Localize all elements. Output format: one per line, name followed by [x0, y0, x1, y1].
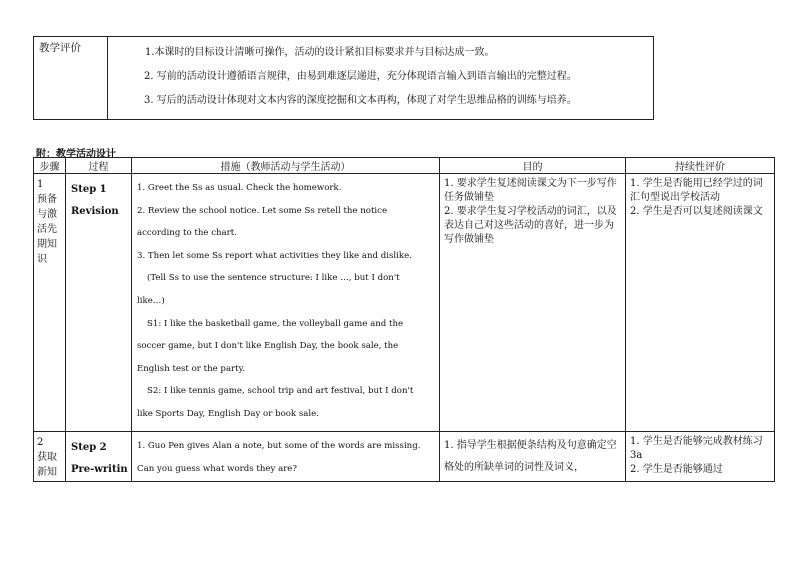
measure-line: like…)	[137, 295, 165, 306]
step-cell	[34, 174, 66, 432]
evaluation-cell	[626, 432, 775, 482]
measure-line: 1. Guo Pen gives Alan a note, but some of the words are missing.	[137, 441, 421, 451]
evaluation-item: 1. 学生是否能用已经学过的词汇句型说出学校活动	[630, 178, 763, 203]
measure-line: Can you guess what words they are?	[137, 463, 297, 474]
evaluation-item-2: 2. 写前的活动设计遵循语言规律，由易到难逐层递进，充分体现语言输入到语言输出的完整过程。	[144, 71, 577, 82]
process-name: Revision	[71, 206, 119, 217]
evaluation-label: 教学评价	[34, 37, 108, 119]
measure-line: 3. Then let some Ss report what activities they like and dislike.	[137, 250, 412, 261]
header-goal: 目的	[440, 158, 626, 174]
goal-cell	[440, 174, 626, 432]
process-step: Step 2	[71, 442, 107, 453]
measure-line: according to the chart.	[137, 228, 237, 239]
measures-cell	[132, 432, 440, 482]
measure-line: S1: I like the basketball game, the volleyball game and the	[147, 318, 404, 329]
measure-line: (Tell Ss to use the sentence structure: I like …, but I don't	[147, 273, 400, 284]
evaluation-items	[108, 37, 653, 119]
goal-cell	[440, 432, 626, 482]
step-cell	[34, 432, 66, 482]
step-text: 识	[37, 254, 47, 265]
table-row	[34, 432, 775, 482]
header-step: 步骤	[34, 158, 66, 174]
step-text: 2	[37, 437, 44, 448]
activity-design-table	[33, 157, 775, 482]
process-name: Pre-writin	[71, 464, 128, 475]
step-text: 新知	[37, 467, 57, 478]
evaluation-table	[33, 36, 654, 120]
step-text: 活先	[37, 224, 57, 235]
evaluation-cell	[626, 174, 775, 432]
table-header-row	[34, 158, 775, 174]
step-text: 与激	[37, 209, 57, 220]
process-step: Step 1	[71, 184, 107, 195]
measure-line: 2. Review the school notice. Let some Ss retell the notice	[137, 205, 388, 216]
goal-item: 1. 指导学生根据便条结构及句意确定空格处的所缺单词的词性及词义，	[444, 440, 617, 473]
step-text: 期知	[37, 239, 57, 250]
measure-line: like Sports Day, English Day or book sale.	[137, 408, 319, 419]
table-row	[34, 174, 775, 432]
header-measures: 措施（教师活动与学生活动）	[132, 158, 440, 174]
measure-line: S2: I like tennis game, school trip and art festival, but I don't	[147, 386, 414, 397]
step-text: 预备	[37, 194, 57, 205]
evaluation-item: 2. 学生是否可以复述阅读课文	[630, 206, 763, 217]
evaluation-item: 2. 学生是否能够通过	[630, 464, 723, 475]
goal-item: 2. 要求学生复习学校活动的词汇，以及表达自己对这些活动的喜好，进一步为写作做铺垫	[444, 206, 617, 245]
appendix-title: 附：教学活动设计	[36, 149, 116, 160]
header-process: 过程	[66, 158, 132, 174]
process-cell	[66, 174, 132, 432]
header-evaluation: 持续性评价	[626, 158, 775, 174]
evaluation-item-1: 1.本课时的目标设计清晰可操作，活动的设计紧扣目标要求并与目标达成一致。	[145, 47, 495, 58]
step-text: 1	[37, 179, 44, 190]
evaluation-item-3: 3. 写后的活动设计体现对文本内容的深度挖掘和文本再构，体现了对学生思维品格的训练与培养。	[144, 95, 577, 106]
measure-line: 1. Greet the Ss as usual. Check the homework.	[137, 183, 342, 193]
evaluation-item: 1. 学生是否能够完成教材练习 3a	[630, 436, 763, 461]
measure-line: English test or the party.	[137, 363, 246, 374]
step-text: 获取	[37, 452, 57, 463]
process-cell	[66, 432, 132, 482]
goal-item: 1. 要求学生复述阅读课文为下一步写作任务做铺垫	[444, 178, 617, 203]
measure-line: soccer game, but I don't like English Day, the book sale, the	[137, 341, 399, 352]
measures-cell	[132, 174, 440, 432]
